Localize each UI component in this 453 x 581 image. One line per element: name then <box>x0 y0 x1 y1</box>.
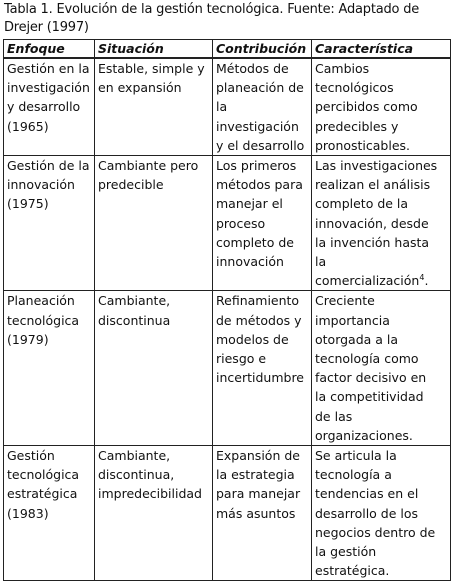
cell-line: de métodos y <box>216 312 302 328</box>
cell-line: tecnológicos <box>315 80 394 96</box>
cell-line: investigación <box>7 80 90 96</box>
table-row <box>4 446 451 581</box>
cell-line: y desarrollo <box>7 99 81 115</box>
cell-line: (1983) <box>7 505 49 521</box>
technology-management-table <box>3 39 451 581</box>
cell-line: innovación, desde <box>315 215 429 231</box>
cell-situacion <box>95 156 213 291</box>
table-row <box>4 291 451 446</box>
cell-line: tecnología como <box>315 351 419 367</box>
cell-line: riesgo e <box>216 351 267 367</box>
cell-line: tecnología a <box>315 467 392 483</box>
cell-line: factor decisivo en <box>315 370 427 386</box>
cell-line: Gestión de la <box>7 158 90 174</box>
cell-line: percibidos como <box>315 99 418 115</box>
cell-line: Métodos de <box>216 61 289 76</box>
cell-line: tecnológica <box>7 312 80 328</box>
cell-line: Planeación <box>7 293 75 309</box>
cell-line: pronosticables. <box>315 137 411 153</box>
header-contribucion: Contribución <box>213 40 312 59</box>
cell-line: tendencias en el <box>315 486 419 502</box>
cell-line: proceso <box>216 215 266 231</box>
cell-line: para manejar <box>216 486 301 502</box>
cell-line: métodos para <box>216 177 303 193</box>
cell-line: Cambiante, <box>98 293 171 309</box>
cell-line: estratégica <box>7 486 78 502</box>
cell-line: estratégica. <box>315 563 390 579</box>
cell-line: de las <box>315 408 353 424</box>
cell-line: Creciente <box>315 293 375 309</box>
cell-line: la <box>216 99 228 115</box>
cell-line: Expansión de <box>216 448 300 464</box>
header-row <box>4 40 451 59</box>
cell-line: en expansión <box>98 80 182 96</box>
cell-line: incertidumbre <box>216 370 304 386</box>
cell-line: Los primeros <box>216 158 297 174</box>
cell-line: negocios dentro de <box>315 524 436 540</box>
cell-line: discontinua, <box>98 467 175 483</box>
cell-enfoque <box>4 58 95 156</box>
cell-line-with-footnote <box>315 271 447 290</box>
cell-line: y el desarrollo <box>216 137 305 153</box>
cell-caracteristica <box>312 156 451 291</box>
cell-line: (1965) <box>7 118 49 134</box>
cell-line: (1979) <box>7 331 49 347</box>
cell-line: Refinamiento <box>216 293 300 309</box>
cell-line: más asuntos <box>216 505 296 521</box>
cell-line: predecibles y <box>315 118 399 134</box>
cell-situacion <box>95 446 213 581</box>
cell-line: la competitividad <box>315 389 424 405</box>
cell-line: completo de <box>216 234 294 250</box>
cell-line: completo de la <box>315 196 409 212</box>
cell-line: predecible <box>98 177 164 193</box>
cell-line: Cambiante pero <box>98 158 199 174</box>
cell-line: Se articula la <box>315 448 397 464</box>
table-row <box>4 156 451 291</box>
cell-line: desarrollo de los <box>315 505 419 521</box>
cell-caracteristica <box>312 58 451 156</box>
cell-line: Gestión en la <box>7 61 90 76</box>
cell-text: . <box>424 273 429 289</box>
cell-line: realizan el análisis <box>315 177 431 193</box>
cell-line: tecnológica <box>7 467 80 483</box>
cell-line: Estable, simple y <box>98 61 205 76</box>
cell-line: Cambiante, <box>98 448 171 464</box>
cell-line: Las investigaciones <box>315 158 438 174</box>
header-situacion: Situación <box>95 40 213 59</box>
cell-contribucion <box>213 156 312 291</box>
cell-line: Gestión <box>7 448 55 464</box>
cell-line: impredecibilidad <box>98 486 202 502</box>
cell-line: manejar el <box>216 196 283 212</box>
header-caracteristica: Característica <box>312 40 451 59</box>
caption-line: Tabla 1. Evolución de la gestión tecnológica. Fuente: Adaptado de <box>4 2 420 17</box>
cell-line: la invención hasta <box>315 234 430 250</box>
cell-situacion <box>95 291 213 446</box>
cell-enfoque <box>4 156 95 291</box>
cell-line: discontinua <box>98 312 171 328</box>
cell-line: planeación de <box>216 80 304 96</box>
cell-line: organizaciones. <box>315 427 413 443</box>
cell-line: modelos de <box>216 331 289 347</box>
cell-line: investigación <box>216 118 299 134</box>
cell-line: innovación <box>7 177 75 193</box>
cell-line: otorgada a la <box>315 331 399 347</box>
cell-line: la estrategia <box>216 467 295 483</box>
cell-caracteristica <box>312 446 451 581</box>
table-row <box>4 58 451 156</box>
cell-line: importancia <box>315 312 390 328</box>
header-enfoque: Enfoque <box>4 40 95 59</box>
cell-contribucion <box>213 291 312 446</box>
cell-line: la <box>315 254 327 270</box>
cell-situacion <box>95 58 213 156</box>
cell-line: (1975) <box>7 196 49 212</box>
cell-line: la gestión <box>315 544 377 560</box>
footnote-marker: 4 <box>419 273 425 283</box>
cell-contribucion <box>213 446 312 581</box>
cell-enfoque <box>4 446 95 581</box>
cell-contribucion <box>213 58 312 156</box>
cell-caracteristica <box>312 291 451 446</box>
caption-line: Drejer (1997) <box>4 20 89 35</box>
table-caption <box>4 1 449 37</box>
cell-line: innovación <box>216 254 284 270</box>
cell-line: Cambios <box>315 61 370 76</box>
cell-text: comercialización <box>315 273 420 289</box>
cell-enfoque <box>4 291 95 446</box>
